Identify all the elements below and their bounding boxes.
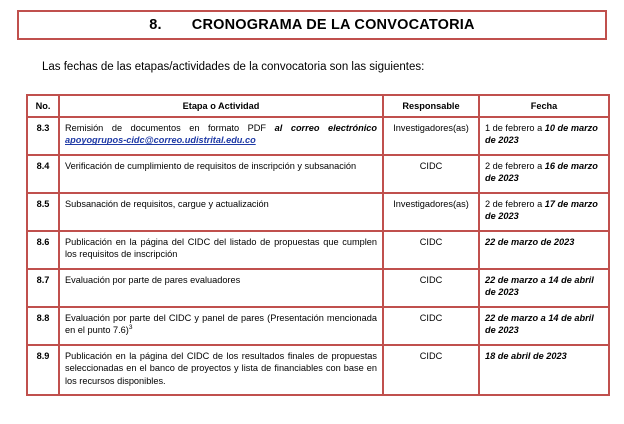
header-fecha: Fecha xyxy=(479,95,609,117)
row-fecha xyxy=(479,307,609,345)
fecha-end: 10 de marzo de 2023 xyxy=(485,123,598,146)
row-etapa: Subsanación de requisitos, cargue y actualización xyxy=(59,193,383,231)
row-fecha xyxy=(479,345,609,395)
intro-text: Las fechas de las etapas/actividades de la convocatoria son las siguientes: xyxy=(42,61,425,73)
row-etapa xyxy=(59,307,383,345)
fecha-end: 17 de marzo de 2023 xyxy=(485,199,598,222)
table-row xyxy=(27,269,609,307)
row-fecha xyxy=(479,231,609,269)
row-responsable: CIDC xyxy=(383,155,479,193)
fecha-end: 22 de marzo de 2023 xyxy=(485,237,575,247)
table-row xyxy=(27,155,609,193)
row-responsable: CIDC xyxy=(383,269,479,307)
etapa-emphasis: al correo electrónico xyxy=(274,123,377,133)
header-etapa: Etapa o Actividad xyxy=(59,95,383,117)
row-number: 8.8 xyxy=(27,307,59,345)
fecha-end: 22 de marzo a 14 de abril de 2023 xyxy=(485,313,594,336)
row-responsable: Investigadores(as) xyxy=(383,193,479,231)
row-fecha xyxy=(479,117,609,155)
footnote-marker: 3 xyxy=(128,324,133,332)
table-row xyxy=(27,117,609,155)
row-fecha xyxy=(479,269,609,307)
row-responsable: CIDC xyxy=(383,231,479,269)
etapa-text: Remisión de documentos en formato PDF xyxy=(65,123,267,133)
row-etapa: Publicación en la página del CIDC del listado de propuestas que cumplen los requisitos de inscripción xyxy=(59,231,383,269)
header-responsable: Responsable xyxy=(383,95,479,117)
row-etapa: Publicación en la página del CIDC de los resultados finales de propuestas seleccionadas en el banco de proyectos y lista de financiables con base en los recursos disponibles. xyxy=(59,345,383,395)
row-responsable: Investigadores(as) xyxy=(383,117,479,155)
fecha-end: 16 de marzo de 2023 xyxy=(485,161,598,184)
fecha-start: 2 de febrero a xyxy=(485,161,543,171)
row-number: 8.9 xyxy=(27,345,59,395)
row-fecha xyxy=(479,155,609,193)
row-etapa: Verificación de cumplimiento de requisitos de inscripción y subsanación xyxy=(59,155,383,193)
table-row xyxy=(27,307,609,345)
section-number: 8. xyxy=(149,17,162,33)
schedule-table xyxy=(26,94,610,396)
table-header-row xyxy=(27,95,609,117)
fecha-end: 22 de marzo a 14 de abril de 2023 xyxy=(485,275,594,298)
etapa-text: Evaluación por parte del CIDC y panel de pares (Presentación mencionada en el punto 7.6) xyxy=(65,313,377,336)
row-number: 8.7 xyxy=(27,269,59,307)
row-number: 8.4 xyxy=(27,155,59,193)
row-responsable: CIDC xyxy=(383,345,479,395)
row-fecha xyxy=(479,193,609,231)
row-number: 8.6 xyxy=(27,231,59,269)
fecha-start: 2 de febrero a xyxy=(485,199,543,209)
email-link[interactable]: apoyogrupos-cidc@correo.udistrital.edu.co xyxy=(65,135,256,146)
table-row xyxy=(27,345,609,395)
row-responsable: CIDC xyxy=(383,307,479,345)
section-heading xyxy=(17,10,607,40)
section-title: CRONOGRAMA DE LA CONVOCATORIA xyxy=(191,17,475,33)
row-etapa xyxy=(59,117,383,155)
fecha-start: 1 de febrero a xyxy=(485,123,543,133)
table-row xyxy=(27,231,609,269)
fecha-end: 18 de abril de 2023 xyxy=(485,351,567,361)
row-number: 8.3 xyxy=(27,117,59,155)
table-row xyxy=(27,193,609,231)
row-number: 8.5 xyxy=(27,193,59,231)
header-no: No. xyxy=(27,95,59,117)
row-etapa: Evaluación por parte de pares evaluadores xyxy=(59,269,383,307)
